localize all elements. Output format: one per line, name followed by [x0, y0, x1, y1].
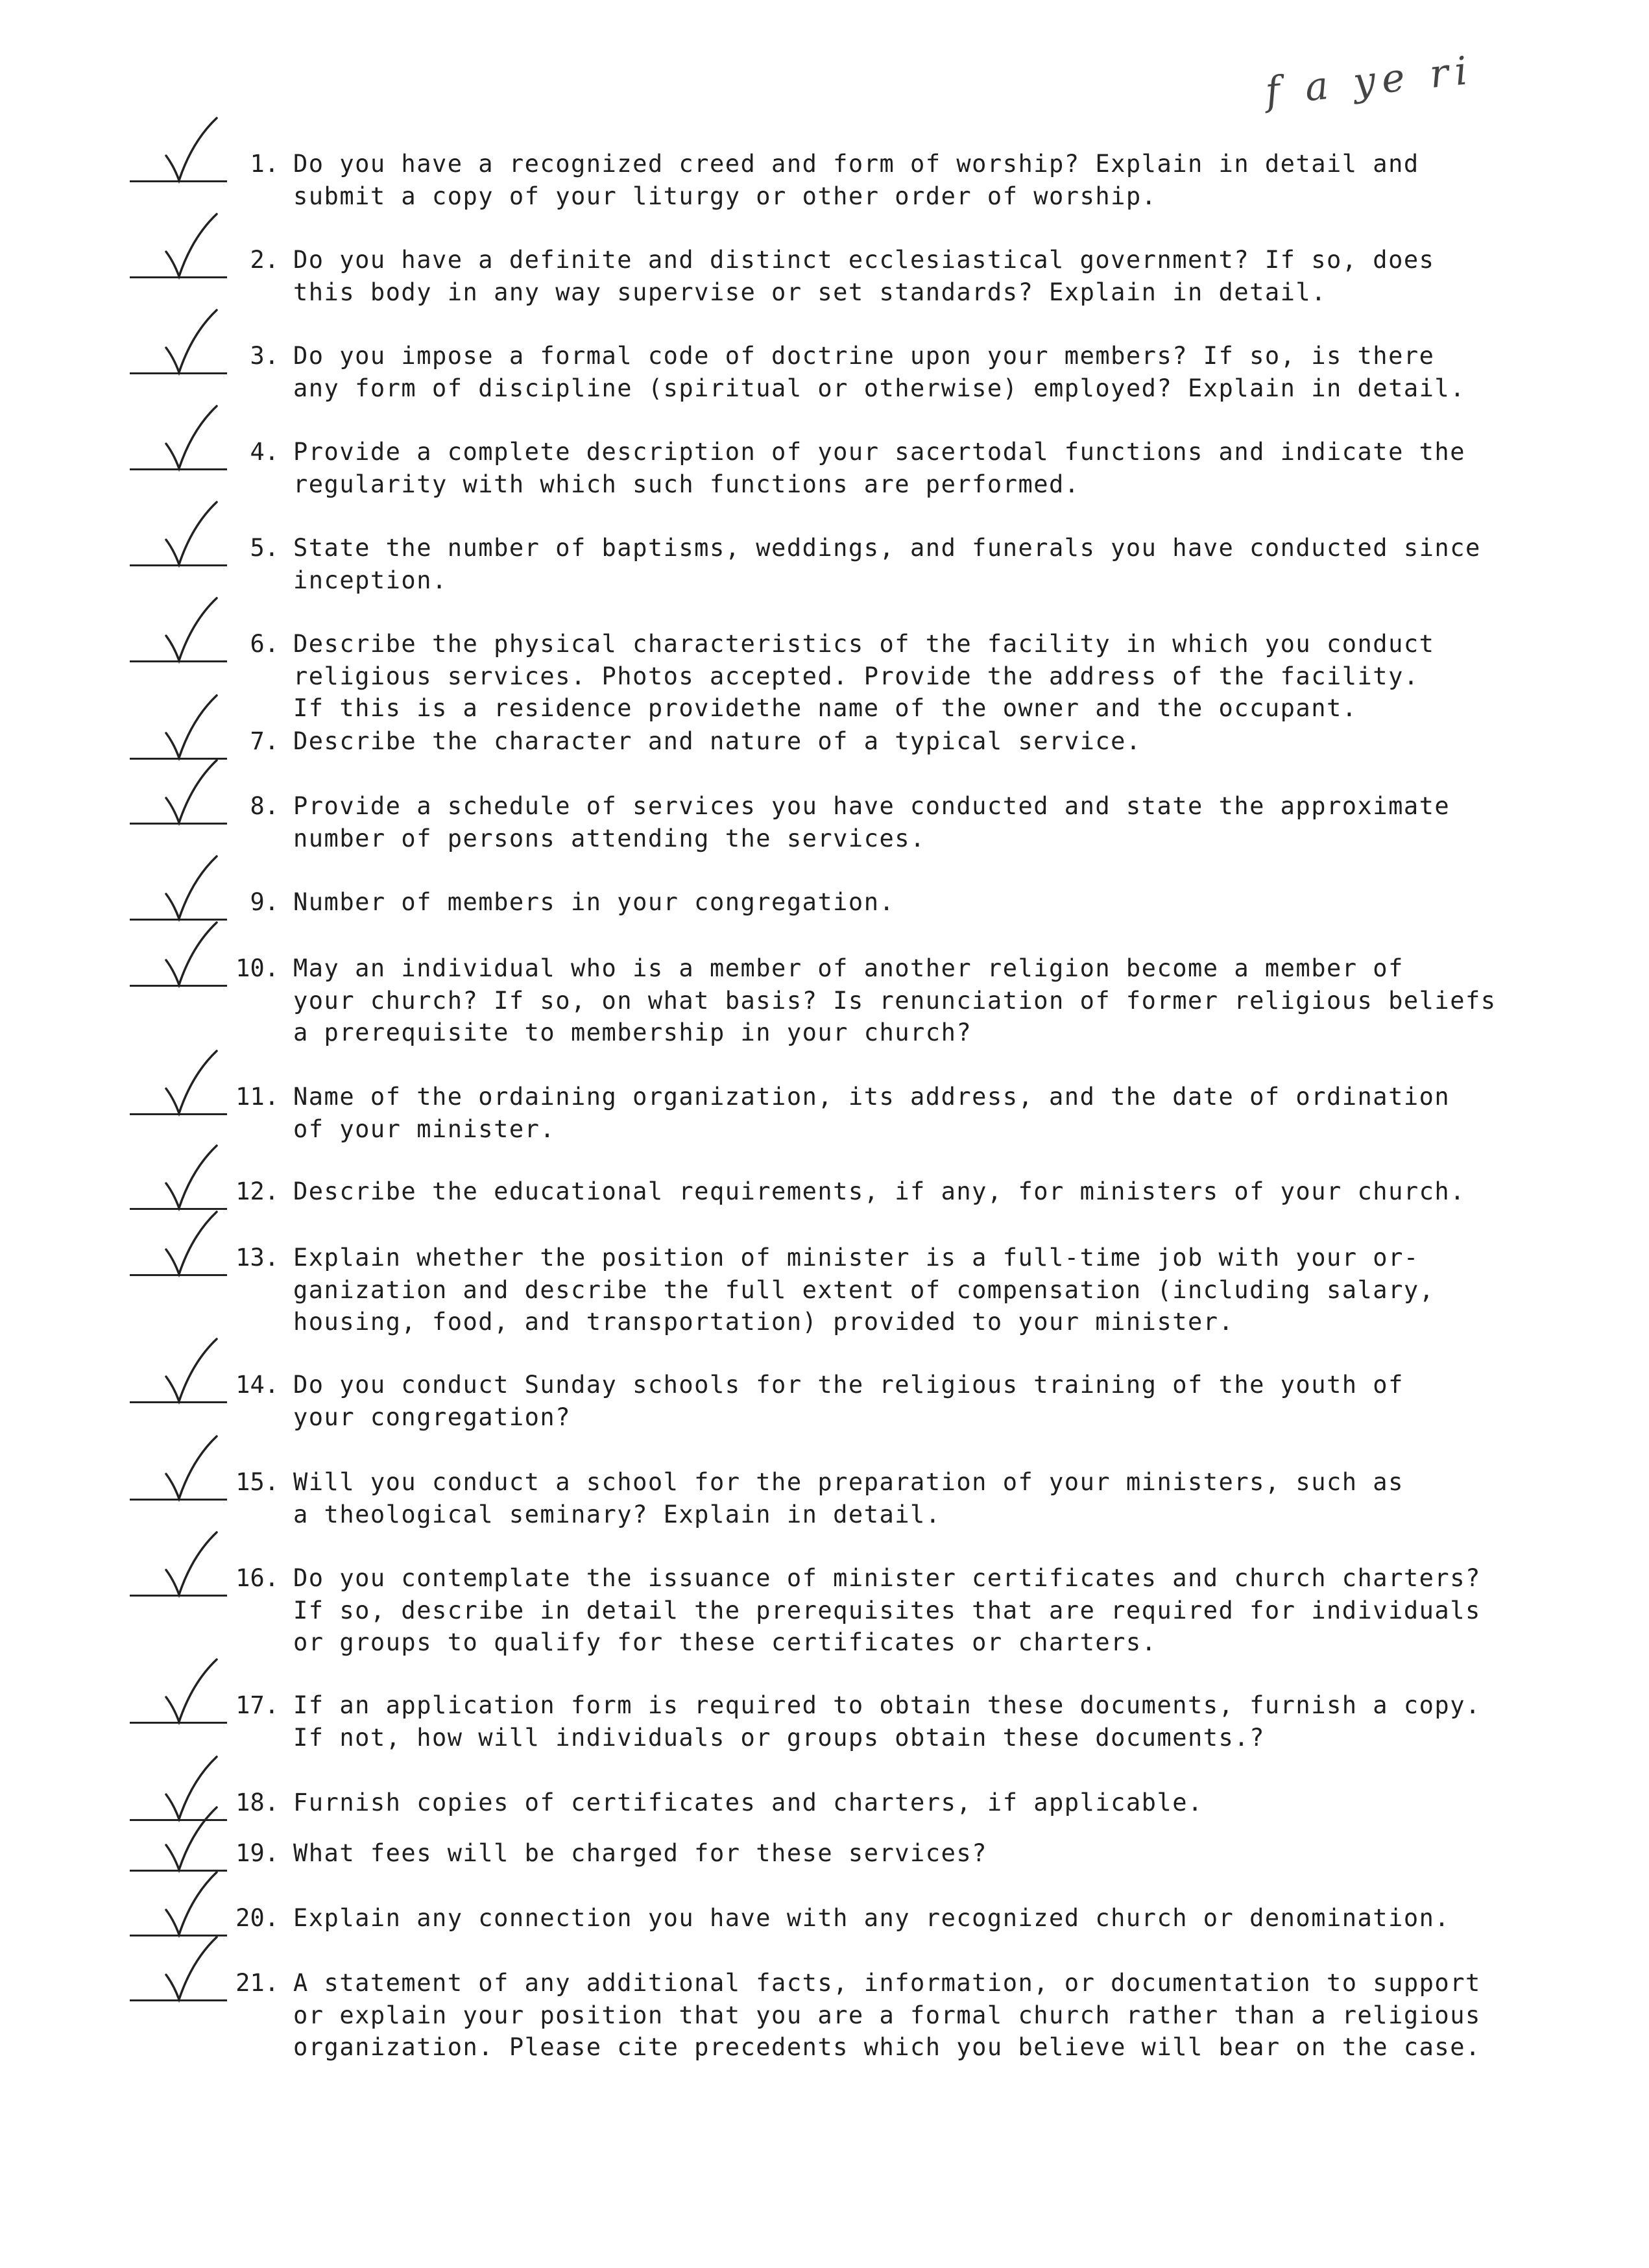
checkmark-icon	[162, 308, 221, 379]
question-number: 11.	[235, 1083, 279, 1111]
question-text: Furnish copies of certificates and charters, if applicable.	[293, 1789, 1203, 1816]
question-number: 21.	[235, 1969, 279, 1997]
question-text: May an individual who is a member of another religion become a member of your church? If so, on what basis? Is renunciation of former religious beliefs a prerequisite to membership in your church?	[293, 954, 1497, 1046]
checkmark-icon	[162, 1143, 221, 1214]
question-text: If an application form is required to obtain these documents, furnish a copy. If not, how will individuals or groups obtain these documents.?	[293, 1691, 1481, 1752]
question-text: Describe the character and nature of a typical service.	[293, 727, 1142, 755]
question-number: 18.	[235, 1789, 279, 1816]
question-number: 19.	[235, 1839, 279, 1867]
question-text: Do you have a recognized creed and form of worship? Explain in detail and submit a copy of your liturgy or other order of worship.	[293, 150, 1419, 210]
question-text: Explain whether the position of minister is a full-time job with your or- ganization and describe the full extent of compensation (including salary, housing, food, and transportation) provided to your minister.	[293, 1244, 1435, 1336]
checkmark-icon	[162, 1530, 221, 1601]
question-text: Name of the ordaining organization, its address, and the date of ordination of your minister.	[293, 1083, 1450, 1143]
question-text: Provide a schedule of services you have conducted and state the approximate number of persons attending the services.	[293, 792, 1450, 852]
checkmark-icon	[162, 1805, 221, 1876]
checkmark-icon	[162, 1336, 221, 1408]
question-number: 5.	[250, 534, 279, 562]
question-text: Will you conduct a school for the preparation of your ministers, such as a theological seminary? Explain in detail.	[293, 1468, 1404, 1528]
question-number: 16.	[235, 1564, 279, 1592]
checkmark-icon	[162, 1935, 221, 2006]
question-text: Provide a complete description of your sacertodal functions and indicate the regularity with which such functions are performed.	[293, 438, 1465, 498]
question-text: Do you contemplate the issuance of minister certificates and church charters? If so, describe in detail the prerequisites that are required for individuals or groups to qualify for these certificates or charters.	[293, 1564, 1481, 1656]
checkmark-icon	[162, 920, 221, 991]
checkmark-icon	[162, 1048, 221, 1120]
question-text: What fees will be charged for these services?	[293, 1839, 987, 1867]
question-text: Describe the educational requirements, if any, for ministers of your church.	[293, 1177, 1465, 1205]
question-text: A statement of any additional facts, information, or documentation to support or explain your position that you are a formal church rather than a religious organization. Please cite precedents which you believe will bear on the case.	[293, 1969, 1481, 2061]
checkmark-icon	[162, 758, 221, 829]
question-number: 12.	[235, 1177, 279, 1205]
question-number: 4.	[250, 438, 279, 466]
question-text: Do you conduct Sunday schools for the religious training of the youth of your congregation?	[293, 1371, 1404, 1431]
question-number: 15.	[235, 1468, 279, 1496]
question-text: Do you have a definite and distinct ecclesiastical government? If so, does this body in any way supervise or set standards? Explain in detail.	[293, 246, 1435, 306]
checkmark-icon	[162, 404, 221, 475]
question-number: 1.	[250, 150, 279, 178]
checkmark-icon	[162, 693, 221, 764]
checkmark-icon	[162, 596, 221, 667]
checkmark-icon	[162, 115, 221, 187]
checkmark-icon	[162, 1209, 221, 1281]
checkmark-icon	[162, 854, 221, 925]
question-number: 17.	[235, 1691, 279, 1719]
checkmark-icon	[162, 211, 221, 283]
checkmark-icon	[162, 500, 221, 571]
question-number: 13.	[235, 1244, 279, 1272]
question-number: 3.	[250, 342, 279, 370]
question-number: 9.	[250, 888, 279, 916]
checkmark-icon	[162, 1434, 221, 1505]
question-number: 2.	[250, 246, 279, 274]
question-text: State the number of baptisms, weddings, and funerals you have conducted since inception.	[293, 534, 1481, 594]
question-text: Do you impose a formal code of doctrine upon your members? If so, is there any form of discipline (spiritual or otherwise) employed? Explain in detail.	[293, 342, 1465, 402]
handwritten-annotation: f a ye ri	[1263, 47, 1476, 115]
checkmark-icon	[162, 1657, 221, 1728]
question-text: Explain any connection you have with any recognized church or denomination.	[293, 1904, 1450, 1932]
checkmark-icon	[162, 1870, 221, 1941]
question-number: 20.	[235, 1904, 279, 1932]
question-number: 14.	[235, 1371, 279, 1399]
question-text: Describe the physical characteristics of the facility in which you conduct religious services. Photos accepted. Provide the address of the facility. If this is a residence providethe name of the owner and the occupant.	[293, 630, 1435, 722]
question-text: Number of members in your congregation.	[293, 888, 895, 916]
question-number: 6.	[250, 630, 279, 658]
question-number: 7.	[250, 727, 279, 755]
question-number: 10.	[235, 954, 279, 982]
question-number: 8.	[250, 792, 279, 820]
